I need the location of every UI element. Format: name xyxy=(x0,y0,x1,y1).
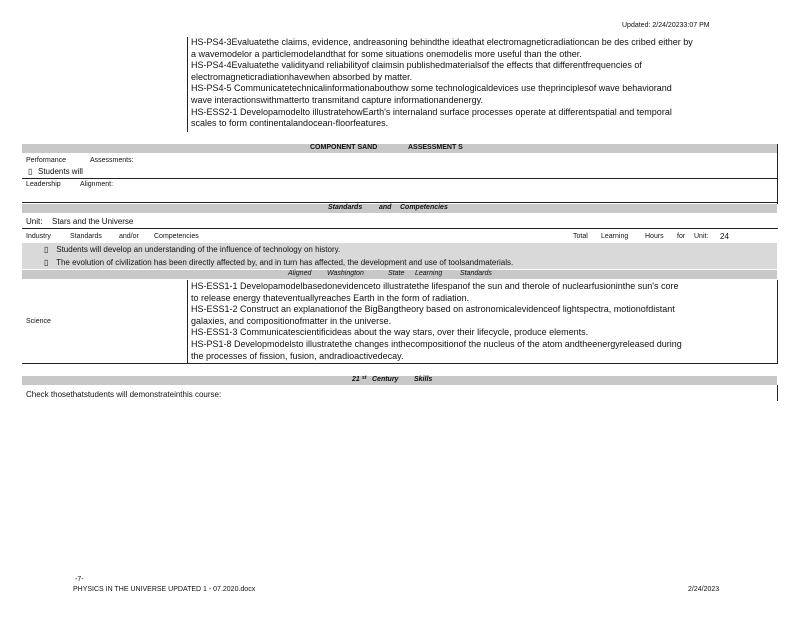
components-assessments-bar xyxy=(22,144,777,153)
standard-line: to release energy thateventuallyreaches Earth in the form of radiation. xyxy=(191,292,470,303)
bar-label: 21 xyxy=(352,376,360,383)
footer-date: 2/24/2023 xyxy=(688,586,720,593)
leadership-label: Leadership xyxy=(26,181,61,188)
unit-name: Stars and the Universe xyxy=(52,217,134,226)
check-instruction: Check thosethatstudents will demonstrateinthis course: xyxy=(26,390,222,399)
divider xyxy=(187,37,188,132)
bar-label: and xyxy=(379,204,392,211)
unit-label-2: Unit: xyxy=(694,233,709,240)
students-will-row xyxy=(28,167,83,176)
list-item-text: The evolution of civilization has been directly affected by, and in turn has affected, the development and use of toolsandmaterials. xyxy=(56,258,514,267)
bullet-icon: ▯ xyxy=(44,258,49,267)
bar-label: Skills xyxy=(414,376,433,383)
divider xyxy=(22,202,778,203)
divider xyxy=(777,280,778,363)
divider xyxy=(22,178,778,179)
bar-label: Learning xyxy=(415,270,443,277)
competencies-label: Competencies xyxy=(154,233,199,240)
standard-line: HS-PS4-4Evaluatethe validityand reliabilityof claimsin publishedmaterialsof the effects that differentfrequencies of xyxy=(191,60,642,71)
list-item xyxy=(44,258,513,267)
divider xyxy=(22,363,778,364)
standard-line: the processes of fission, fusion, andradioactivedecay. xyxy=(191,350,404,361)
standard-line: HS-ESS2-1 Developamodelto illustratehowEarth's internaland surface processes operate at differentspatial and temporal xyxy=(191,106,672,117)
assessments-label: Assessments: xyxy=(90,157,134,164)
standards-competencies-bar xyxy=(22,204,777,213)
divider xyxy=(187,280,188,363)
bullet-icon: ▯ xyxy=(44,245,49,254)
science-label: Science xyxy=(26,318,51,325)
bar-label: COMPONENT SAND xyxy=(310,144,378,151)
standard-line: HS-ESS1-1 Developamodelbasedonevidenceto illustratethe lifespanof the sun and therole of nuclearfusioninthe sun's core xyxy=(191,281,679,291)
hours-label: Hours xyxy=(645,233,664,240)
standards-label: Standards xyxy=(70,233,102,240)
divider xyxy=(777,385,778,401)
bar-label: Competencies xyxy=(400,204,448,211)
standard-line: electromagneticradiationhavewhen absorbed by matter. xyxy=(191,71,413,82)
standard-line: HS-PS4-3Evaluatethe claims, evidence, andreasoning behindthe ideathat electromagneticradiationcan be des cribed either by xyxy=(191,37,693,47)
century-skills-bar xyxy=(22,376,777,385)
alignment-label: Alignment: xyxy=(80,181,114,188)
bar-label: Century xyxy=(372,376,399,383)
bar-label: st xyxy=(362,375,367,381)
science-standards-list xyxy=(191,281,776,362)
standard-line: HS-PS1-8 Developmodelsto illustratethe changes inthecompositionof the nucleus of the atom andtheenergyreleased during xyxy=(191,338,682,349)
students-will-text: Students will xyxy=(38,167,83,176)
updated-timestamp: Updated: 2/24/20233:07 PM xyxy=(622,22,710,29)
top-standards-list xyxy=(191,37,776,130)
divider xyxy=(22,228,778,229)
performance-label: Performance xyxy=(26,157,67,164)
standard-line: HS-PS4-5 Communicatetechnicalinformationabouthow some technologicaldevices use theprinciplesof wave behaviorand xyxy=(191,83,672,94)
bar-label: Standards xyxy=(460,270,492,277)
bar-label: Washington xyxy=(327,270,364,277)
footer-filename: PHYSICS IN THE UNIVERSE UPDATED 1 - 07.2020.docx xyxy=(73,586,256,593)
list-item xyxy=(44,245,340,254)
standard-line: scales to form continentalandocean-floorfeatures. xyxy=(191,118,389,129)
page-number: -7- xyxy=(75,576,84,583)
aligned-standards-bar xyxy=(22,270,777,279)
standard-line: galaxies, and compositionofmatter in the universe. xyxy=(191,315,392,326)
bullet-icon: ▯ xyxy=(28,167,33,176)
andor-label: and/or xyxy=(119,233,139,240)
learning-label: Learning xyxy=(601,233,629,240)
bar-label: ASSESSMENT S xyxy=(408,144,463,151)
unit-label: Unit: xyxy=(26,217,43,226)
for-label: for xyxy=(677,233,686,240)
standard-line: HS-ESS1-3 Communicatescientificideas about the way stars, over their lifecycle, produce elements. xyxy=(191,327,589,338)
bar-label: State xyxy=(388,270,405,277)
industry-label: Industry xyxy=(26,233,51,240)
hours-value: 24 xyxy=(720,232,729,241)
standard-line: HS-ESS1-2 Construct an explanationof the BigBangtheory based on astronomicalevidenceof lightspectra, motionofdistant xyxy=(191,304,675,315)
bar-label: Standards xyxy=(328,204,363,211)
divider xyxy=(777,144,778,204)
standard-line: wave interactionswithmatterto transmitand capture informationandenergy. xyxy=(191,94,483,105)
standard-line: a wavemodelor a particlemodelandthat for some situations onemodelis more useful than the other. xyxy=(191,48,582,59)
total-label: Total xyxy=(573,233,588,240)
list-item-text: Students will develop an understanding of the influence of technology on history. xyxy=(56,245,341,254)
bar-label: Aligned xyxy=(288,270,312,277)
